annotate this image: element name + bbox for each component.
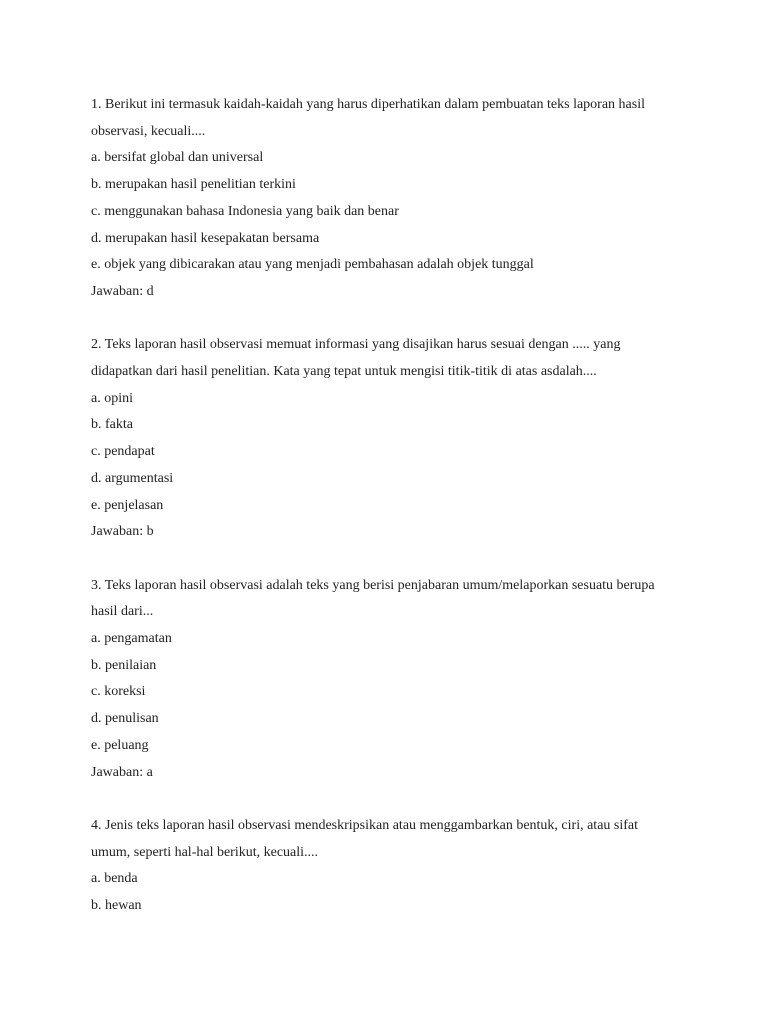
question-4 — [91, 813, 691, 920]
answer-key: Jawaban: b — [91, 524, 154, 540]
option-c: c. koreksi — [91, 684, 146, 700]
option-e: e. objek yang dibicarakan atau yang menjadi pembahasan adalah objek tunggal — [91, 257, 534, 273]
option-c: c. menggunakan bahasa Indonesia yang baik dan benar — [91, 203, 399, 219]
question-1 — [91, 92, 691, 306]
question-text: 2. Teks laporan hasil observasi memuat informasi yang disajikan harus sesuai dengan ..... yang didapatkan dari hasil penelitian. Kata yang tepat untuk mengisi titik-titik di atas asdalah.... — [91, 337, 621, 380]
option-c: c. pendapat — [91, 444, 155, 460]
question-text: 4. Jenis teks laporan hasil observasi mendeskripsikan atau menggambarkan bentuk, ciri, atau sifat umum, seperti hal-hal berikut, kecuali.... — [91, 817, 639, 860]
option-a: a. opini — [91, 390, 133, 406]
answer-key: Jawaban: d — [91, 283, 154, 299]
answer-key: Jawaban: a — [91, 764, 153, 780]
option-d: d. penulisan — [91, 711, 159, 727]
question-2 — [91, 332, 691, 546]
option-b: b. hewan — [91, 898, 142, 914]
question-text: 1. Berikut ini termasuk kaidah-kaidah yang harus diperhatikan dalam pembuatan teks laporan hasil observasi, kecuali.... — [91, 97, 645, 139]
question-3 — [91, 573, 691, 787]
option-a: a. benda — [91, 871, 138, 887]
option-b: b. merupakan hasil penelitian terkini — [91, 177, 296, 193]
option-a: a. bersifat global dan universal — [91, 150, 264, 166]
option-e: e. penjelasan — [91, 497, 164, 513]
option-b: b. penilaian — [91, 657, 157, 673]
option-a: a. pengamatan — [91, 631, 172, 647]
option-e: e. peluang — [91, 737, 149, 753]
option-d: d. argumentasi — [91, 470, 174, 486]
question-list — [91, 92, 691, 946]
option-d: d. merupakan hasil kesepakatan bersama — [91, 230, 320, 246]
option-b: b. fakta — [91, 417, 133, 433]
question-text: 3. Teks laporan hasil observasi adalah teks yang berisi penjabaran umum/melaporkan sesuatu berupa hasil dari... — [91, 577, 655, 620]
